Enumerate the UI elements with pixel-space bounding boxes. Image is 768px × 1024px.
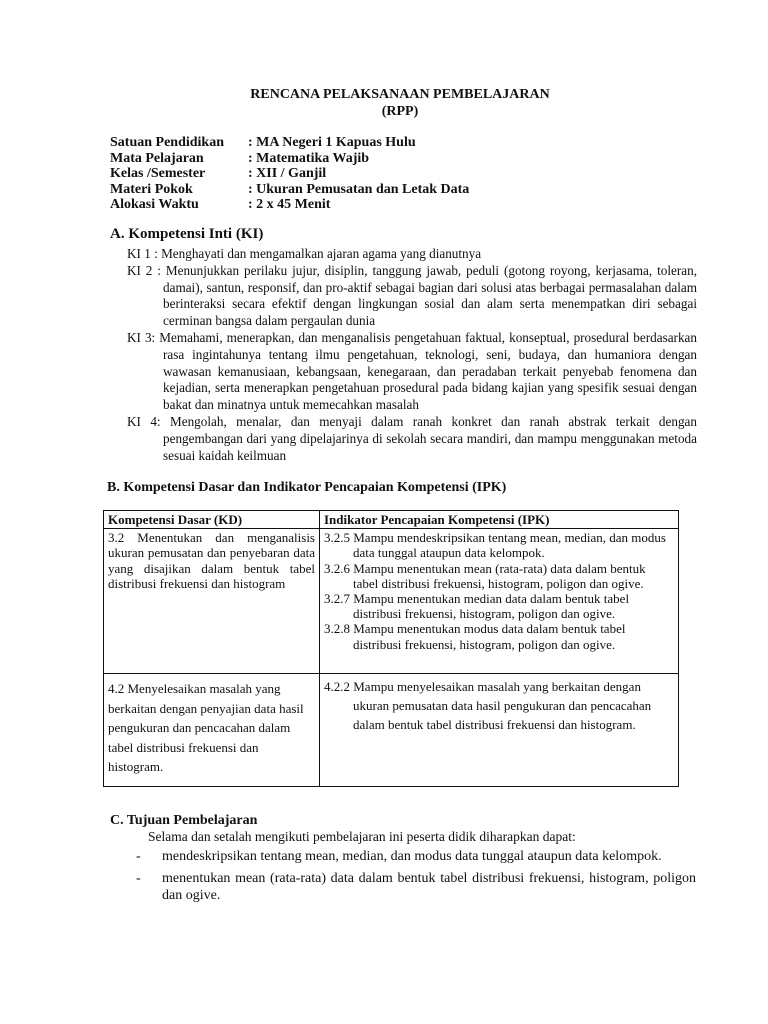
kd-cell: 3.2 Menentukan dan menganalisis ukuran pemusatan dan penyebaran data yang disajikan dalam bentuk tabel distribusi frekuensi dan histogram xyxy=(104,529,320,674)
title-line-2: (RPP) xyxy=(381,104,419,119)
kd-text: 4.2 Menyelesaikan masalah yang berkaitan dengan penyajian data hasil pengukuran dan pencacahan dalam tabel distribusi frekuensi dan histogram. xyxy=(108,681,304,775)
table-row xyxy=(104,529,679,674)
table-header-kd: Kompetensi Dasar (KD) xyxy=(104,511,320,529)
ipk-item: 3.2.8 Mampu menentukan modus data dalam bentuk tabel distribusi frekuensi, histogram, poligon dan ogive. xyxy=(324,621,626,652)
info-label: Mata Pelajaran xyxy=(110,150,204,166)
table-header-row xyxy=(104,511,679,529)
dash-bullet: - xyxy=(136,871,141,886)
info-label: Alokasi Waktu xyxy=(110,197,199,212)
goal-list xyxy=(136,848,696,909)
info-value: : Matematika Wajib xyxy=(248,150,370,166)
ki-list xyxy=(127,246,697,464)
section-c-heading: C. Tujuan Pembelajaran xyxy=(110,813,258,828)
ipk-item: 4.2.2 Mampu menyelesaikan masalah yang berkaitan dengan ukuran pemusatan data hasil pengukuran dan pencacahan dalam bentuk tabel distribusi frekuensi dan histogram. xyxy=(324,679,652,733)
dash-bullet: - xyxy=(136,849,141,864)
section-c-intro: Selama dan setalah mengikuti pembelajaran ini peserta didik diharapkan dapat: xyxy=(148,829,576,844)
info-label: Materi Pokok xyxy=(110,181,193,197)
list-item xyxy=(136,848,696,865)
info-value: : XII / Ganjil xyxy=(248,166,327,181)
ki-item: KI 3: Memahami, menerapkan, dan menganalisis pengetahuan faktual, konseptual, prosedural berdasarkan rasa ingintahunya tentang ilmu pengetahuan, teknologi, seni, budaya, dan humaniora dengan wawasan kemanusiaan, kebangsaan, kenegaraan, dan peradaban terkait penyebab fenomena dan kejadian, serta menerapkan pengetahuan prosedural pada bidang kajian yang spesifik sesuai dengan bakat dan minatnya untuk memecahkan masalah xyxy=(127,329,697,413)
section-b-heading: B. Kompetensi Dasar dan Indikator Pencapaian Kompetensi (IPK) xyxy=(107,480,507,495)
info-row xyxy=(110,182,469,198)
info-value: : MA Negeri 1 Kapuas Hulu xyxy=(248,135,416,150)
table-header-ipk: Indikator Pencapaian Kompetensi (IPK) xyxy=(320,511,679,529)
ipk-item: 3.2.7 Mampu menentukan median data dalam bentuk tabel distribusi frekuensi, histogram, poligon dan ogive. xyxy=(324,591,630,622)
ipk-item: 3.2.5 Mampu mendeskripsikan tentang mean, median, dan modus data tunggal ataupun data kelompok. xyxy=(324,530,666,561)
info-label: Satuan Pendidikan xyxy=(110,135,224,150)
ipk-item: 3.2.6 Mampu menentukan mean (rata-rata) data dalam bentuk tabel distribusi frekuensi, histogram, poligon dan ogive. xyxy=(324,560,646,591)
section-a-heading: A. Kompetensi Inti (KI) xyxy=(110,226,264,242)
kd-ipk-table xyxy=(103,510,679,787)
table-row xyxy=(104,674,679,787)
section-c xyxy=(110,813,576,845)
document-title xyxy=(0,86,768,120)
info-value: : Ukuran Pemusatan dan Letak Data xyxy=(248,181,470,197)
info-row xyxy=(110,166,469,182)
identity-block xyxy=(110,135,469,213)
list-item xyxy=(136,870,696,904)
ki-item: KI 1 : Menghayati dan mengamalkan ajaran agama yang dianutnya xyxy=(127,246,482,261)
info-value: : 2 x 45 Menit xyxy=(248,197,331,212)
ki-item: KI 4: Mengolah, menalar, dan menyaji dalam ranah konkret dan ranah abstrak terkait dengan pengembangan dari yang dipelajarinya di sekolah secara mandiri, dan mampu menggunakan metoda sesuai kaidah keilmuan xyxy=(127,413,697,463)
kd-cell xyxy=(104,674,320,787)
info-label: Kelas /Semester xyxy=(110,166,206,181)
info-row xyxy=(110,135,469,151)
ipk-cell xyxy=(320,674,679,787)
title-line-1: RENCANA PELAKSANAAN PEMBELAJARAN xyxy=(250,87,550,102)
goal-text: menentukan mean (rata-rata) data dalam bentuk tabel distribusi frekuensi, histogram, poligon dan ogive. xyxy=(162,871,696,903)
info-row xyxy=(110,151,469,167)
info-row xyxy=(110,197,469,213)
ipk-cell xyxy=(320,529,679,674)
ki-item: KI 2 : Menunjukkan perilaku jujur, disiplin, tanggung jawab, peduli (gotong royong, kerjasama, toleran, damai), santun, responsif, dan pro-aktif sebagai bagian dari solusi atas berbagai permasalahan dalam berinteraksi secara efektif dengan lingkungan sosial dan alam serta menempatkan diri sebagai cerminan bangsa dalam pergaulan dunia xyxy=(127,262,697,329)
goal-text: mendeskripsikan tentang mean, median, dan modus data tunggal ataupun data kelompok. xyxy=(162,849,662,864)
